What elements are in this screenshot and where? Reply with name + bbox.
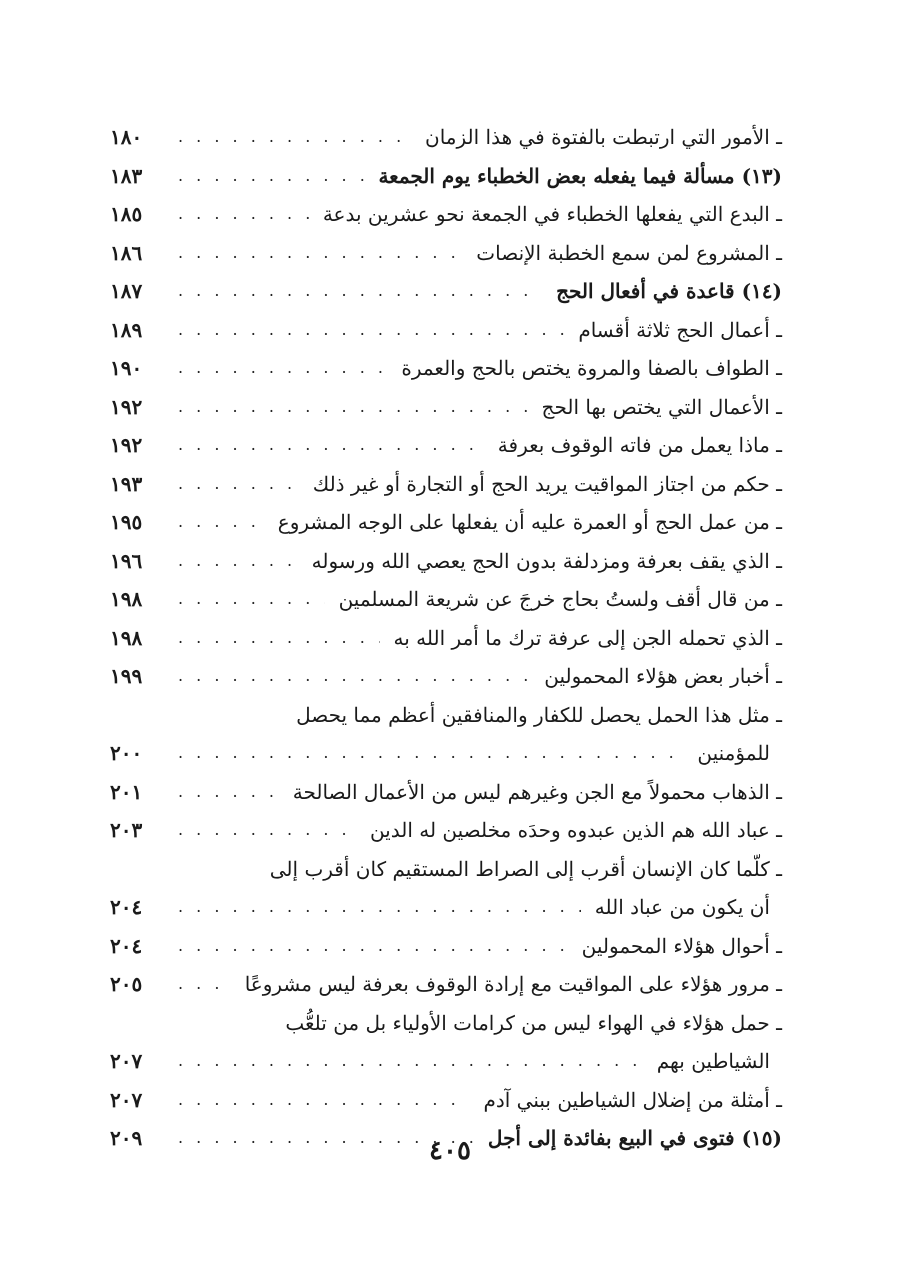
toc-entry-title: الشياطين بهم <box>656 1049 770 1073</box>
table-of-contents <box>110 118 782 1158</box>
toc-entry-title: ـ مرور هؤلاء على المواقيت مع إرادة الوقوف بعرفة ليس مشروعًا <box>244 972 782 996</box>
toc-entry-title: ـ الذهاب محمولاً مع الجن وغيرهم ليس من الأعمال الصالحة <box>292 779 782 804</box>
toc-entry-page: ١٩٢ <box>110 394 143 419</box>
toc-entry-page: ١٩٨ <box>110 587 143 611</box>
toc-entry-title: ـ الأمور التي ارتبطت بالفتوة في هذا الزمان <box>425 125 782 149</box>
toc-entry-page: ٢٠٧ <box>110 1087 143 1112</box>
dot-leader <box>178 465 299 504</box>
toc-entry-page: ١٨٧ <box>110 279 143 303</box>
toc-entry <box>110 1081 782 1120</box>
toc-entry-page: ١٩٣ <box>110 471 143 496</box>
toc-entry-title: ـ حكم من اجتاز المواقيت يريد الحج أو التجارة أو غير ذلك <box>312 471 782 496</box>
dot-leader <box>178 118 411 157</box>
toc-entry <box>110 465 782 504</box>
dot-leader <box>178 349 387 388</box>
toc-entry-page: ٢٠٧ <box>110 1049 143 1073</box>
dot-leader <box>178 619 380 658</box>
toc-entry-page: ٢٠٩ <box>110 1126 143 1150</box>
toc-entry-page: ١٨٣ <box>110 163 143 188</box>
dot-leader <box>178 734 683 773</box>
toc-entry-title: ـ أمثلة من إضلال الشياطين ببني آدم <box>483 1087 782 1112</box>
toc-entry-page: ٢٠٤ <box>110 933 143 958</box>
dot-leader <box>178 272 542 311</box>
toc-entry-title: ـ حمل هؤلاء في الهواء ليس من كرامات الأولياء بل من تلعُّب <box>285 1010 782 1035</box>
toc-entry-page: ١٨٦ <box>110 240 143 265</box>
toc-entry-page: ٢٠٠ <box>110 741 143 765</box>
dot-leader <box>178 965 231 1004</box>
toc-entry-title: ـ من عمل الحج أو العمرة عليه أن يفعلها على الوجه المشروع <box>277 510 782 534</box>
toc-entry-title: للمؤمنين <box>697 741 770 765</box>
toc-entry-title: ـ كلّما كان الإنسان أقرب إلى الصراط المستقيم كان أقرب إلى <box>269 856 782 881</box>
dot-leader <box>178 811 356 850</box>
toc-entry-first-line <box>110 850 782 889</box>
toc-entry-first-line <box>110 1004 782 1043</box>
toc-entry-title: ـ عباد الله هم الذين عبدوه وحدَه مخلصين له الدين <box>369 818 782 842</box>
dot-leader <box>178 1042 643 1081</box>
dot-leader <box>178 580 325 619</box>
toc-entry-continuation <box>110 1042 782 1081</box>
dot-leader <box>178 234 462 273</box>
toc-entry-continuation <box>110 734 782 773</box>
toc-entry-title: (١٣) مسألة فيما يفعله بعض الخطباء يوم الجمعة <box>378 163 782 188</box>
toc-entry-page: ١٩٩ <box>110 664 143 688</box>
toc-entry-title: أن يكون من عباد الله <box>594 895 770 919</box>
toc-entry-title: (١٥) فتوى في البيع بفائدة إلى أجل <box>487 1126 782 1150</box>
toc-entry-title: ـ أخبار بعض هؤلاء المحمولين <box>544 664 782 688</box>
toc-section-heading <box>110 272 782 311</box>
toc-entry <box>110 542 782 581</box>
toc-entry <box>110 580 782 619</box>
dot-leader <box>178 388 528 427</box>
toc-entry <box>110 234 782 273</box>
toc-entry <box>110 503 782 542</box>
toc-entry <box>110 619 782 658</box>
dot-leader <box>178 311 564 350</box>
toc-entry <box>110 927 782 966</box>
dot-leader <box>178 1081 469 1120</box>
toc-entry-continuation <box>110 888 782 927</box>
toc-entry-title: ـ مثل هذا الحمل يحصل للكفار والمنافقين أعظم مما يحصل <box>296 702 782 727</box>
dot-leader <box>178 195 309 234</box>
dot-leader <box>178 503 264 542</box>
toc-entry-page: ١٩٠ <box>110 356 143 380</box>
toc-entry-title: ـ الذي يقف بعرفة ومزدلفة بدون الحج يعصي الله ورسوله <box>311 548 782 573</box>
toc-entry-title: ـ البدع التي يفعلها الخطباء في الجمعة نحو عشرين بدعة <box>322 202 782 226</box>
page-number: ٤٠٥ <box>429 1136 471 1166</box>
dot-leader <box>178 657 530 696</box>
toc-entry <box>110 811 782 850</box>
toc-entry-title: (١٤) قاعدة في أفعال الحج <box>556 279 782 303</box>
toc-section-heading <box>110 157 782 196</box>
toc-entry-title: ـ الطواف بالصفا والمروة يختص بالحج والعمرة <box>401 356 782 380</box>
toc-entry <box>110 388 782 427</box>
toc-entry-page: ٢٠١ <box>110 779 143 804</box>
toc-entry <box>110 118 782 157</box>
toc-entry-page: ١٩٥ <box>110 510 143 534</box>
toc-entry-first-line <box>110 696 782 735</box>
toc-entry-title: ـ الذي تحمله الجن إلى عرفة ترك ما أمر الله به <box>393 625 782 650</box>
dot-leader <box>178 927 568 966</box>
toc-entry-page: ١٩٨ <box>110 625 143 650</box>
toc-entry <box>110 349 782 388</box>
toc-entry-title: ـ من قال أقف ولستُ بحاج خرجَ عن شريعة المسلمين <box>338 587 782 611</box>
toc-entry-page: ١٨٩ <box>110 317 143 342</box>
toc-entry-title: ـ أعمال الحج ثلاثة أقسام <box>578 317 782 342</box>
toc-entry-page: ١٩٦ <box>110 548 143 573</box>
toc-entry-page: ١٨٠ <box>110 125 143 149</box>
toc-entry-title: ـ أحوال هؤلاء المحمولين <box>581 933 782 958</box>
toc-entry <box>110 311 782 350</box>
toc-entry-page: ٢٠٤ <box>110 895 143 919</box>
toc-entry-page: ٢٠٣ <box>110 818 143 842</box>
toc-entry <box>110 657 782 696</box>
toc-entry-page: ١٨٥ <box>110 202 143 226</box>
toc-entry-title: ـ ماذا يعمل من فاته الوقوف بعرفة <box>497 433 782 457</box>
dot-leader <box>178 426 484 465</box>
toc-entry <box>110 426 782 465</box>
dot-leader <box>178 542 298 581</box>
dot-leader <box>178 157 364 196</box>
toc-entry-page: ٢٠٥ <box>110 972 143 996</box>
dot-leader <box>178 773 279 812</box>
toc-entry-title: ـ المشروع لمن سمع الخطبة الإنصات <box>476 240 782 265</box>
dot-leader <box>178 888 581 927</box>
toc-entry <box>110 195 782 234</box>
toc-entry <box>110 773 782 812</box>
toc-entry-page: ١٩٢ <box>110 433 143 457</box>
toc-entry-title: ـ الأعمال التي يختص بها الحج <box>541 394 782 419</box>
toc-entry <box>110 965 782 1004</box>
